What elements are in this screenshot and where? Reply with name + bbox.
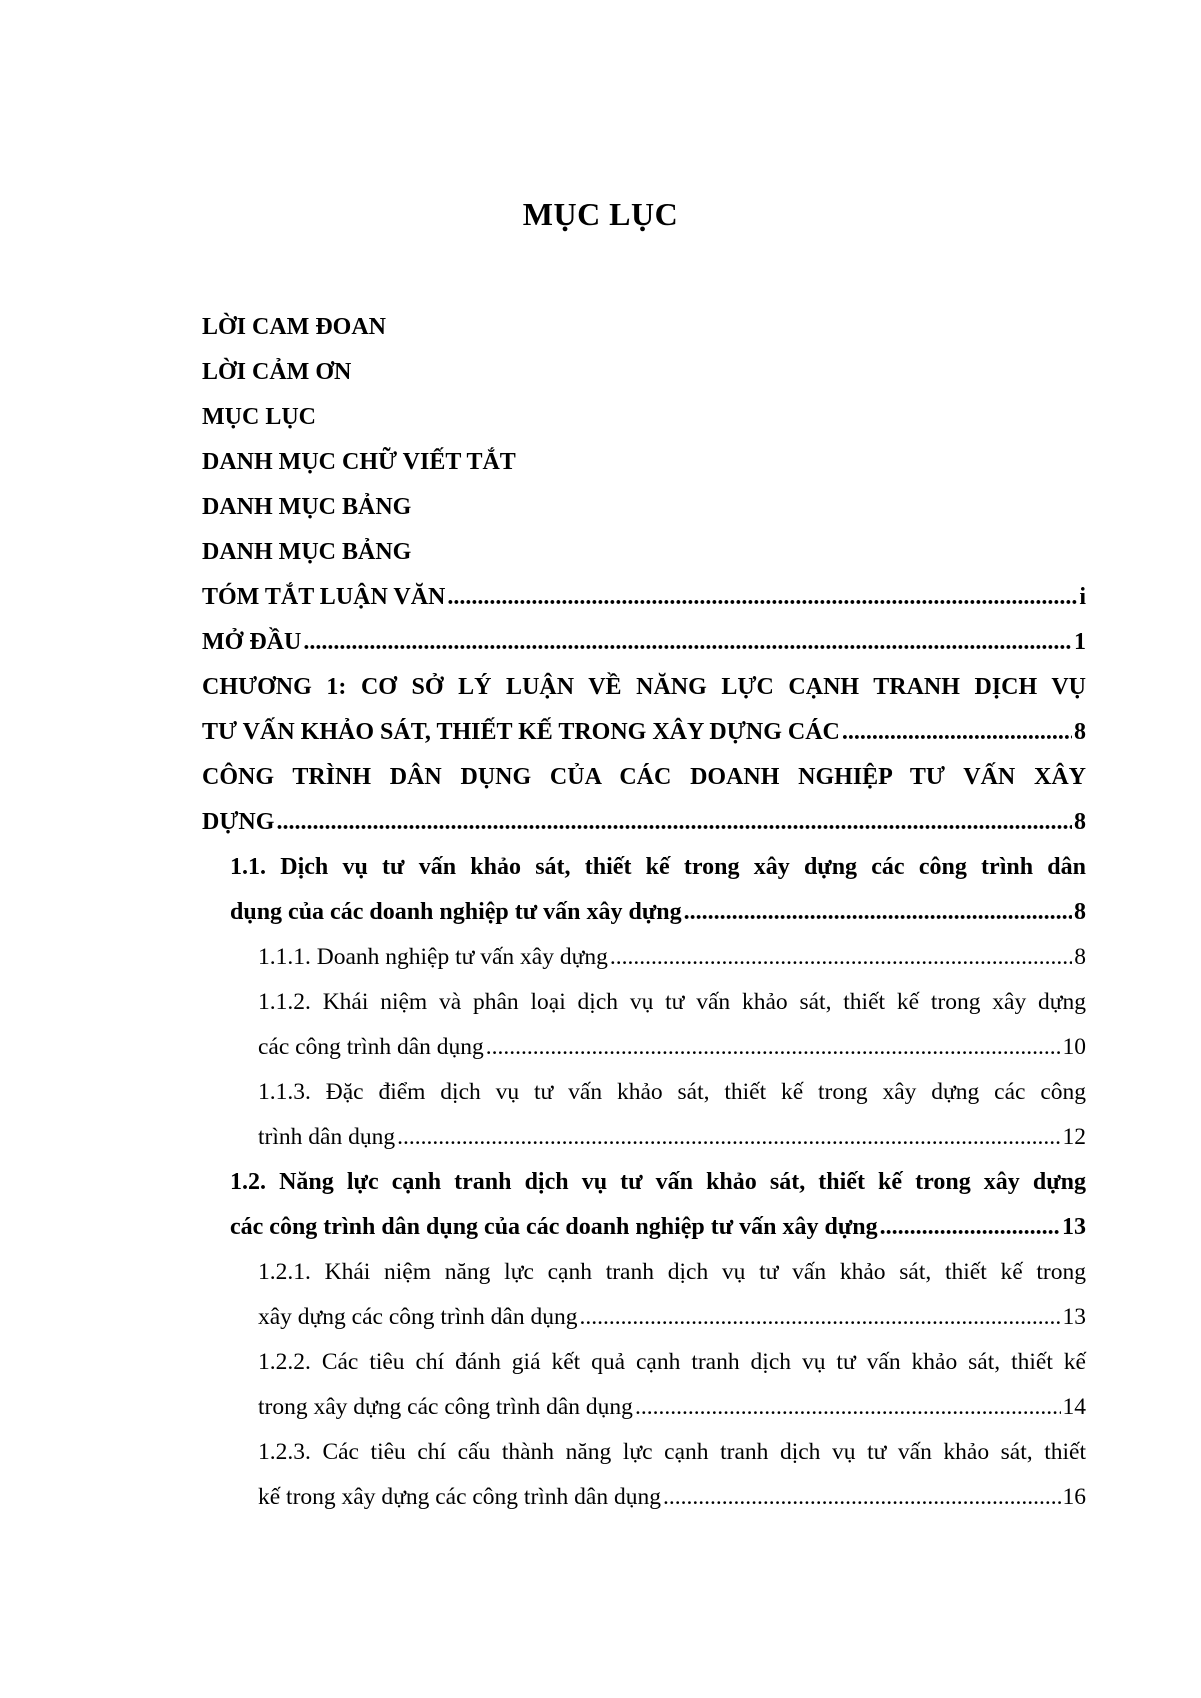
page-number: 8	[1074, 899, 1086, 925]
toc-entry: 1.1.2. Khái niệm và phân loại dịch vụ tư vấn khảo sát, thiết kế trong xây dựng	[258, 989, 1086, 1015]
toc-entry: 1.2.2. Các tiêu chí đánh giá kết quả cạnh tranh dịch vụ tư vấn khảo sát, thiết kế	[258, 1349, 1086, 1375]
page-number: i	[1079, 584, 1086, 610]
toc-entry: dụng của các doanh nghiệp tư vấn xây dựng ..... 8	[230, 890, 1086, 935]
page-number: 8	[1074, 719, 1086, 745]
page-number: 1	[1074, 629, 1086, 655]
page-number: 13	[1062, 1304, 1086, 1330]
toc-entry: 1.2.3. Các tiêu chí cấu thành năng lực cạnh tranh dịch vụ tư vấn khảo sát, thiết	[258, 1439, 1086, 1465]
table-of-contents	[202, 305, 1086, 1520]
toc-entry: trình dân dụng ..... 12	[258, 1115, 1086, 1160]
toc-entry: 1.2.1. Khái niệm năng lực cạnh tranh dịch vụ tư vấn khảo sát, thiết kế trong	[258, 1259, 1086, 1285]
toc-entry: 1.2. Năng lực cạnh tranh dịch vụ tư vấn khảo sát, thiết kế trong xây dựng	[230, 1169, 1086, 1195]
page-title: MỤC LỤC	[522, 196, 679, 232]
toc-entry: LỜI CAM ĐOAN	[202, 314, 386, 340]
toc-entry: MỞ ĐẦU ..... 1	[202, 620, 1086, 665]
toc-entry: TÓM TẮT LUẬN VĂN ..... i	[202, 575, 1086, 620]
toc-entry: LỜI CẢM ƠN	[202, 359, 352, 385]
page-number: 10	[1062, 1034, 1086, 1060]
page-number: 13	[1062, 1214, 1086, 1240]
page-number: 8	[1074, 809, 1086, 835]
toc-entry: DANH MỤC BẢNG	[202, 539, 412, 565]
toc-entry: các công trình dân dụng của các doanh nghiệp tư vấn xây dựng ..... 13	[230, 1205, 1086, 1250]
page-number: 16	[1062, 1484, 1086, 1510]
toc-entry: các công trình dân dụng ..... 10	[258, 1025, 1086, 1070]
toc-entry: 1.1. Dịch vụ tư vấn khảo sát, thiết kế trong xây dựng các công trình dân	[230, 854, 1086, 880]
page-number: 14	[1062, 1394, 1086, 1420]
toc-entry: DANH MỤC BẢNG	[202, 494, 412, 520]
toc-entry: xây dựng các công trình dân dụng ..... 13	[258, 1295, 1086, 1340]
toc-entry: kế trong xây dựng các công trình dân dụng ..... 16	[258, 1475, 1086, 1520]
toc-entry: 1.1.3. Đặc điểm dịch vụ tư vấn khảo sát, thiết kế trong xây dựng các công	[258, 1079, 1086, 1105]
toc-entry: CÔNG TRÌNH DÂN DỤNG CỦA CÁC DOANH NGHIỆP TƯ VẤN XÂY	[202, 764, 1086, 790]
page-number: 12	[1062, 1124, 1086, 1150]
toc-entry: trong xây dựng các công trình dân dụng ..... 14	[258, 1385, 1086, 1430]
toc-entry: TƯ VẤN KHẢO SÁT, THIẾT KẾ TRONG XÂY DỰNG CÁC ..... 8	[202, 710, 1086, 755]
toc-entry: CHƯƠNG 1: CƠ SỞ LÝ LUẬN VỀ NĂNG LỰC CẠNH TRANH DỊCH VỤ	[202, 674, 1086, 700]
toc-entry: DANH MỤC CHỮ VIẾT TẮT	[202, 449, 516, 475]
toc-entry: 1.1.1. Doanh nghiệp tư vấn xây dựng ..... 8	[258, 935, 1086, 980]
toc-entry: MỤC LỤC	[202, 404, 316, 430]
toc-entry: DỰNG ..... 8	[202, 800, 1086, 845]
page-number: 8	[1074, 944, 1086, 970]
